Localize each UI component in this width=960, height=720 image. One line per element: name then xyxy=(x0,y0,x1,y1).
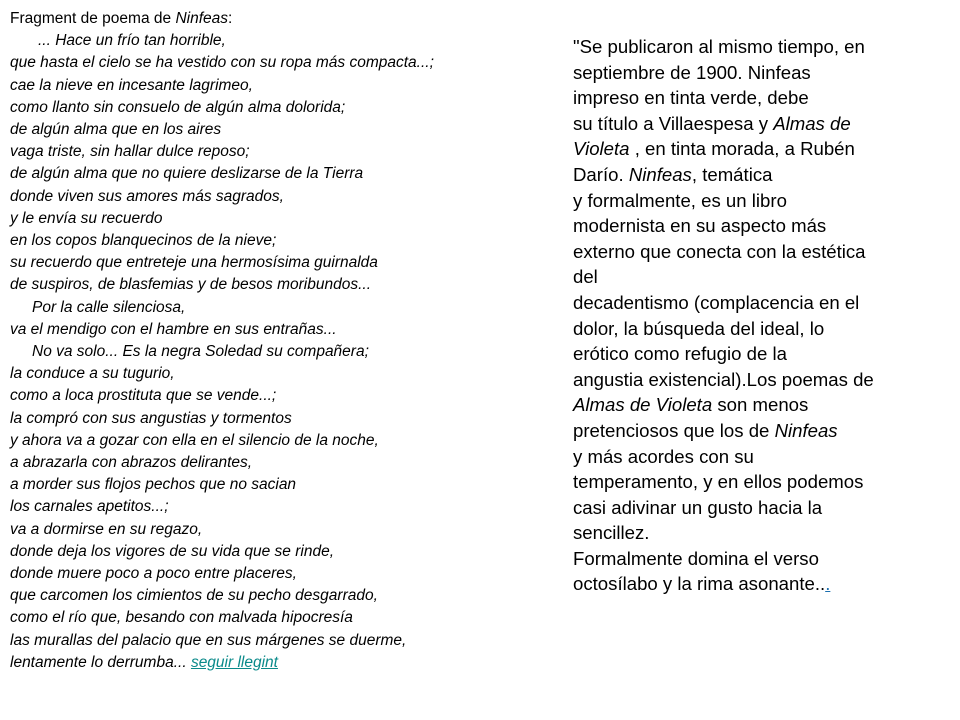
poem-line: a morder sus flojos pechos que no sacian xyxy=(10,476,297,494)
commentary-line xyxy=(573,136,948,162)
book-title: Almas de Violeta xyxy=(573,394,713,416)
commentary-line: impreso en tinta verde, debe xyxy=(573,87,809,109)
poem-line-text: lentamente lo derrumba... xyxy=(10,653,191,671)
book-title: Violeta xyxy=(573,138,630,160)
commentary-line xyxy=(573,571,948,597)
book-title: Almas de xyxy=(773,112,851,134)
heading-work-title: Ninfeas xyxy=(175,10,228,27)
commentary-line: sencillez. xyxy=(573,522,650,544)
poem-line: vaga triste, sin hallar dulce reposo; xyxy=(10,143,250,161)
poem-line: en los copos blanquecinos de la nieve; xyxy=(10,232,277,250)
read-more-link[interactable]: seguir llegint xyxy=(190,653,278,671)
commentary-line: externo que conecta con la estética xyxy=(573,240,866,262)
commentary-text-run: son menos xyxy=(712,394,809,416)
commentary-text-run: pretenciosos que los de xyxy=(573,419,775,441)
poem-line xyxy=(10,30,550,52)
book-title: Ninfeas xyxy=(774,419,838,441)
commentary-line: y formalmente, es un libro xyxy=(573,189,787,211)
poem-line: de algún alma que no quiere deslizarse de la Tierra xyxy=(10,165,364,183)
poem-line: donde deja los vigores de su vida que se rinde, xyxy=(10,542,334,560)
source-link[interactable]: . xyxy=(825,573,831,595)
poem-line: la compró con sus angustias y tormentos xyxy=(10,409,292,427)
poem-line: y ahora va a gozar con ella en el silencio de la noche, xyxy=(10,431,379,449)
commentary-line xyxy=(573,162,948,188)
poem-line: No va solo... Es la negra Soledad su compañera; xyxy=(32,343,369,361)
heading-suffix: : xyxy=(228,10,233,27)
poem-last-line xyxy=(10,652,550,674)
poem-line: va el mendigo con el hambre en sus entrañas... xyxy=(10,320,337,338)
poem-fragment xyxy=(10,8,550,674)
commentary-line: temperamento, y en ellos podemos xyxy=(573,471,864,493)
book-title: Ninfeas xyxy=(628,163,692,185)
poem-line: como a loca prostituta que se vende...; xyxy=(10,387,277,405)
poem-line: Por la calle silenciosa, xyxy=(32,298,186,316)
commentary-text-run: su título a Villaespesa y xyxy=(573,112,774,134)
poem-line: donde muere poco a poco entre placeres, xyxy=(10,565,297,583)
commentary-line: del xyxy=(573,266,598,288)
commentary-line: angustia existencial).Los poemas de xyxy=(573,368,874,390)
poem-line: cae la nieve en incesante lagrimeo, xyxy=(10,76,253,94)
commentary-line: dolor, la búsqueda del ideal, lo xyxy=(573,317,825,339)
poem-line: los carnales apetitos...; xyxy=(10,498,169,516)
poem-line: que hasta el cielo se ha vestido con su ropa más compacta...; xyxy=(10,54,434,72)
commentary-line xyxy=(573,111,948,137)
commentary-text-run: octosílabo y la rima asonante.. xyxy=(573,573,826,595)
poem-line: de suspiros, de blasfemias y de besos moribundos... xyxy=(10,276,371,294)
commentary-line: casi adivinar un gusto hacia la xyxy=(573,496,823,518)
commentary-text xyxy=(573,34,948,597)
poem-line: la conduce a su tugurio, xyxy=(10,365,175,383)
poem-line: de algún alma que en los aires xyxy=(10,121,222,139)
commentary-line xyxy=(573,418,948,444)
poem-line-text: ... Hace un frío tan horrible, xyxy=(38,32,226,50)
poem-line: y le envía su recuerdo xyxy=(10,209,163,227)
commentary-line: septiembre de 1900. Ninfeas xyxy=(573,61,811,83)
commentary-line: "Se publicaron al mismo tiempo, en xyxy=(573,36,865,57)
commentary-text-run: , temática xyxy=(691,163,773,185)
commentary-line: erótico como refugio de la xyxy=(573,343,787,365)
heading-prefix: Fragment de poema de xyxy=(10,10,176,27)
commentary-text-run: Darío. xyxy=(573,163,629,185)
poem-line: donde viven sus amores más sagrados, xyxy=(10,187,284,205)
poem-line: va a dormirse en su regazo, xyxy=(10,520,203,538)
commentary-line: modernista en su aspecto más xyxy=(573,215,827,237)
commentary-line: decadentismo (complacencia en el xyxy=(573,291,860,313)
poem-heading xyxy=(10,8,550,30)
poem-line: a abrazarla con abrazos delirantes, xyxy=(10,454,253,472)
poem-line: su recuerdo que entreteje una hermosísima guirnalda xyxy=(10,254,378,272)
poem-line: como llanto sin consuelo de algún alma dolorida; xyxy=(10,98,346,116)
commentary-text-run: , en tinta morada, a Rubén xyxy=(629,138,855,160)
poem-line: que carcomen los cimientos de su pecho desgarrado, xyxy=(10,587,378,605)
commentary-line: y más acordes con su xyxy=(573,445,754,467)
commentary-line: Formalmente domina el verso xyxy=(573,547,819,569)
poem-line: como el río que, besando con malvada hipocresía xyxy=(10,609,353,627)
commentary-line xyxy=(573,392,948,418)
poem-line: las murallas del palacio que en sus márgenes se duerme, xyxy=(10,631,407,649)
